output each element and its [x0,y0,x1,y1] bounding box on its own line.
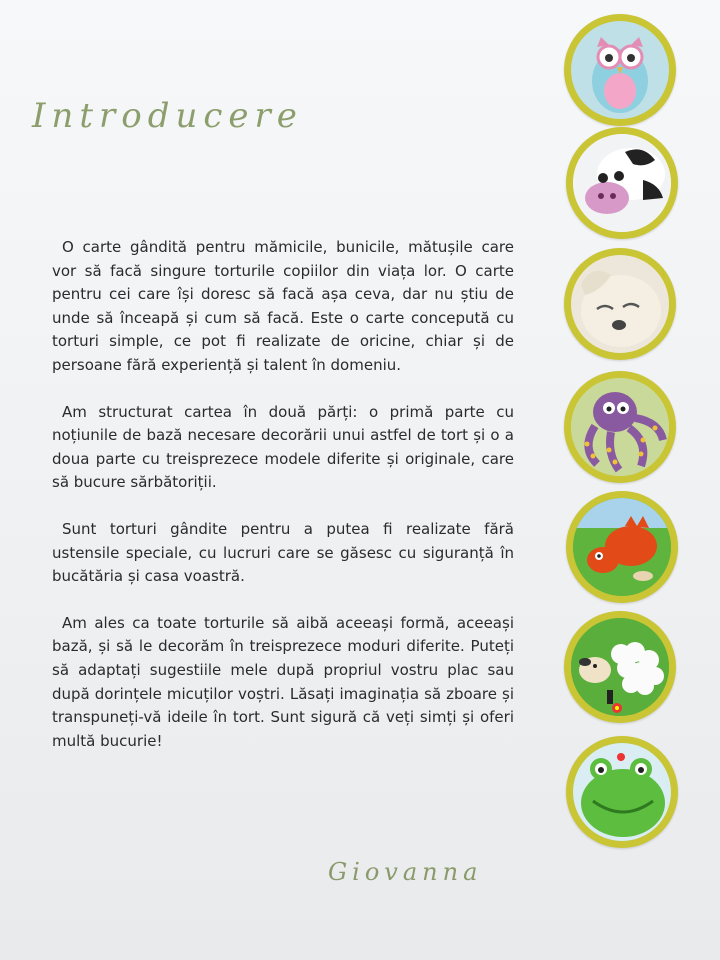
octopus-cake-image [564,371,676,483]
paragraph-3: Sunt torturi gândite pentru a putea fi realizate fără ustensile speciale, cu lucruri care se găsesc cu siguranță în bucătăria și casa voastră. [52,519,514,586]
frog-cake-image [566,736,678,848]
page-title: Introducere [32,96,303,136]
sheep-cake-image [564,611,676,723]
dragon-cake-image [566,491,678,603]
owl-cake-image [564,14,676,126]
paragraph-1: O carte gândită pentru mămicile, bunicile, mătușile care vor să facă singure torturile copiilor din viața lor. O carte pentru cei care își doresc să facă așa ceva, dar nu știu de unde să înceapă și cum să facă. Este o carte concepută cu torturi simple, ce pot fi realizate de oricine, chiar și de persoane fără experiență și talent în domeniu. [52,238,514,374]
intro-text [52,236,514,776]
signature: Giovanna [328,858,483,886]
cow-cake-image [566,127,678,239]
paragraph-2: Am structurat cartea în două părți: o primă parte cu noțiunile de bază necesare decorării unui astfel de tort și o a doua parte cu treisprezece modele diferite și originale, care să bucure sărbătoriții. [52,402,514,492]
paragraph-4: Am ales ca toate torturile să aibă aceeași formă, aceeași bază, și să le decorăm în treisprezece moduri diferite. Puteți să adaptați sugestiile mele după propriul vostru plac sau după dorințele micuților voștri. Lăsați imaginația să zboare și transpuneți-vă ideile în tort. Sunt sigură că veți simți și oferi multă bucurie! [52,613,514,750]
dog-cake-image [564,248,676,360]
